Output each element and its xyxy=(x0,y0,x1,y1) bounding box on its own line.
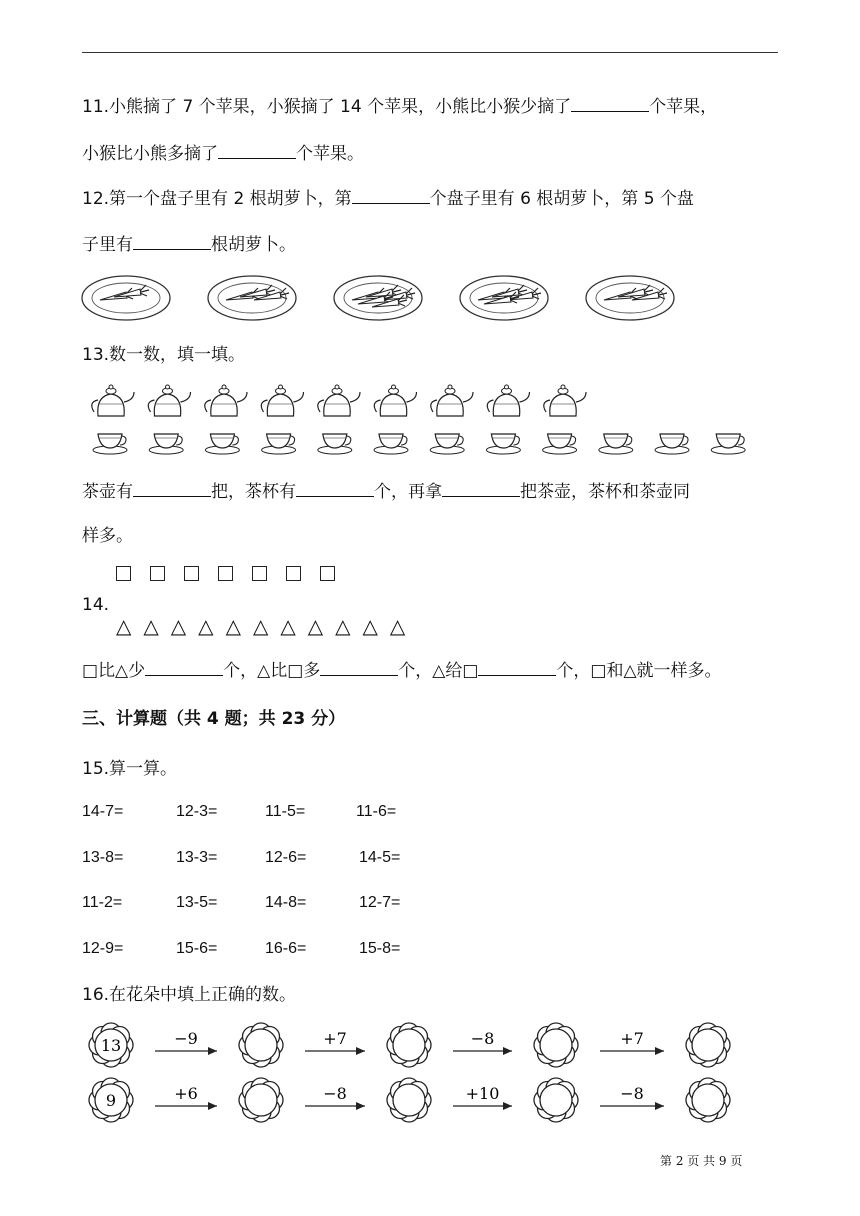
flower-icon xyxy=(89,1023,133,1067)
q13-text-b: 把，茶杯有 xyxy=(211,482,296,502)
square-shape xyxy=(252,566,267,581)
teapots-and-cups xyxy=(84,378,764,460)
teacup-icon xyxy=(93,434,127,454)
flower-icon xyxy=(534,1023,578,1067)
triangle-shape: △ xyxy=(143,614,159,638)
q12-text-c: 子里有 xyxy=(82,235,133,255)
q13-answer-line1 xyxy=(82,478,690,504)
teacup-icon xyxy=(711,434,745,454)
calc-problem: 13-5= xyxy=(176,894,218,911)
operation-label: −9 xyxy=(174,1029,198,1048)
operation-label: −8 xyxy=(323,1084,347,1103)
calc-problem: 13-3= xyxy=(176,848,218,866)
header-rule xyxy=(82,52,778,53)
calc-problem: 14-7= xyxy=(82,803,124,820)
q13-blank-1[interactable] xyxy=(133,478,211,497)
q16-title: 16.在花朵中填上正确的数。 xyxy=(82,985,297,1005)
q13-text-d: 把茶壶，茶杯和茶壶同 xyxy=(520,482,690,502)
q11-text-b: 个苹果， xyxy=(649,97,718,117)
q14-text-d: 个，□和△就一样多。 xyxy=(556,661,722,681)
triangle-shape: △ xyxy=(280,614,296,638)
teapot-icon xyxy=(487,385,529,416)
teacup-icon xyxy=(262,434,296,454)
operation-arrow xyxy=(453,1084,512,1110)
calc-problem: 14-8= xyxy=(265,894,307,911)
flower-icon xyxy=(387,1023,431,1067)
square-shape xyxy=(116,566,131,581)
q14-text-a: □比△少 xyxy=(82,661,146,681)
q12-blank-2[interactable] xyxy=(133,231,211,250)
q14-squares-row xyxy=(116,566,335,581)
q15-title: 15.算一算。 xyxy=(82,759,178,779)
flower-icon xyxy=(239,1023,283,1067)
q11-line1 xyxy=(82,93,717,119)
q14-blank-2[interactable] xyxy=(320,657,398,676)
calc-problem: 12-6= xyxy=(265,848,307,866)
q14-blank-1[interactable] xyxy=(145,657,223,676)
q14-triangles-row xyxy=(116,614,405,638)
calc-problem: 11-2= xyxy=(82,894,123,911)
operation-arrow xyxy=(155,1029,217,1055)
teacup-icon xyxy=(486,434,520,454)
q11-text-a: 11.小熊摘了 7 个苹果，小猴摘了 14 个苹果，小熊比小猴少摘了 xyxy=(82,97,572,117)
q14-text-b: 个，△比□多 xyxy=(223,661,321,681)
square-shape xyxy=(286,566,301,581)
q14-answer-line xyxy=(82,657,722,683)
carrot-plate xyxy=(460,276,548,320)
flower-icon xyxy=(686,1023,730,1067)
q11-blank-2[interactable] xyxy=(218,140,296,159)
calc-problem: 13-8= xyxy=(82,848,124,866)
triangle-shape: △ xyxy=(335,614,351,638)
q13-title: 13.数一数，填一填。 xyxy=(82,345,246,365)
operation-arrow xyxy=(305,1084,365,1110)
q14-blank-3[interactable] xyxy=(478,657,556,676)
operation-label: +7 xyxy=(323,1029,347,1048)
triangle-shape: △ xyxy=(307,614,324,638)
square-shape xyxy=(320,566,335,581)
q13-blank-3[interactable] xyxy=(442,478,520,497)
teacup-icon xyxy=(205,434,239,454)
calc-problem: 12-9= xyxy=(82,939,124,957)
operation-arrow xyxy=(600,1029,664,1055)
calc-problem: 15-8= xyxy=(359,939,401,957)
q12-line1 xyxy=(82,185,694,211)
flower-number: 13 xyxy=(100,1036,122,1055)
operation-arrow xyxy=(305,1029,365,1055)
teacup-icon xyxy=(430,434,464,454)
operation-arrow xyxy=(453,1029,512,1055)
triangle-shape: △ xyxy=(389,614,406,638)
flower-icon xyxy=(534,1078,578,1122)
q14-text-c: 个，△给□ xyxy=(398,661,479,681)
flower-icon xyxy=(89,1078,133,1122)
calc-problem: 15-6= xyxy=(176,939,218,957)
operation-label: +6 xyxy=(174,1084,198,1103)
operation-arrow xyxy=(155,1084,217,1110)
teacup-icon xyxy=(543,434,577,454)
triangle-shape: △ xyxy=(225,614,241,638)
q13-answer-line2: 样多。 xyxy=(82,526,133,546)
q12-text-a: 12.第一个盘子里有 2 根胡萝卜，第 xyxy=(82,189,352,209)
q11-text-d: 个苹果。 xyxy=(296,144,364,164)
square-shape xyxy=(184,566,199,581)
q12-line2 xyxy=(82,231,296,257)
calc-problem: 12-7= xyxy=(359,894,401,911)
operation-label: +7 xyxy=(620,1029,644,1048)
carrot-plate xyxy=(586,276,674,320)
q11-line2 xyxy=(82,140,364,166)
teapot-icon xyxy=(205,385,247,416)
teacup-icon xyxy=(149,434,183,454)
flower-number: 9 xyxy=(105,1091,117,1110)
teapot-icon xyxy=(374,385,416,416)
q11-text-c: 小猴比小熊多摘了 xyxy=(82,144,218,164)
q13-text-c: 个，再拿 xyxy=(374,482,442,502)
teapot-icon xyxy=(261,385,303,416)
calc-problem: 12-3= xyxy=(176,803,218,820)
teapot-icon xyxy=(92,385,134,416)
q12-text-d: 根胡萝卜。 xyxy=(211,235,296,255)
triangle-shape: △ xyxy=(252,614,269,638)
square-shape xyxy=(218,566,233,581)
flower-icon xyxy=(387,1078,431,1122)
teapot-icon xyxy=(148,385,190,416)
operation-arrow xyxy=(600,1084,664,1110)
flower-icon xyxy=(239,1078,283,1122)
flower-chains xyxy=(84,1016,764,1124)
calc-problem: 11-6= xyxy=(356,803,397,820)
carrot-plate xyxy=(334,276,422,320)
triangle-shape: △ xyxy=(198,614,214,638)
triangle-shape: △ xyxy=(170,614,187,638)
section-3-title: 三、计算题（共 4 题；共 23 分） xyxy=(82,709,346,729)
calc-problem: 16-6= xyxy=(265,939,307,957)
calc-problem: 11-5= xyxy=(265,803,306,820)
operation-label: −8 xyxy=(620,1084,644,1103)
carrot-plate xyxy=(82,276,170,320)
q14-label: 14. xyxy=(82,595,110,615)
page-footer: 第 2 页 共 9 页 xyxy=(660,1154,743,1168)
teapot-icon xyxy=(318,385,360,416)
carrot-plate xyxy=(208,276,296,320)
triangle-shape: △ xyxy=(362,614,378,638)
q12-text-b: 个盘子里有 6 根胡萝卜，第 5 个盘 xyxy=(429,189,694,209)
flower-icon xyxy=(686,1078,730,1122)
teapot-icon xyxy=(544,385,586,416)
square-shape xyxy=(150,566,165,581)
teacup-icon xyxy=(599,434,633,454)
teacup-icon xyxy=(318,434,352,454)
q13-blank-2[interactable] xyxy=(296,478,374,497)
teacup-icon xyxy=(374,434,408,454)
operation-label: +10 xyxy=(465,1084,500,1103)
q13-text-a: 茶壶有 xyxy=(82,482,133,502)
q12-blank-1[interactable] xyxy=(352,185,430,204)
carrot-plates xyxy=(80,266,700,328)
operation-label: −8 xyxy=(470,1029,495,1048)
q11-blank-1[interactable] xyxy=(571,93,649,112)
calc-problem: 14-5= xyxy=(359,848,401,866)
teacup-icon xyxy=(655,434,689,454)
teapot-icon xyxy=(431,385,473,416)
triangle-shape: △ xyxy=(116,614,132,638)
